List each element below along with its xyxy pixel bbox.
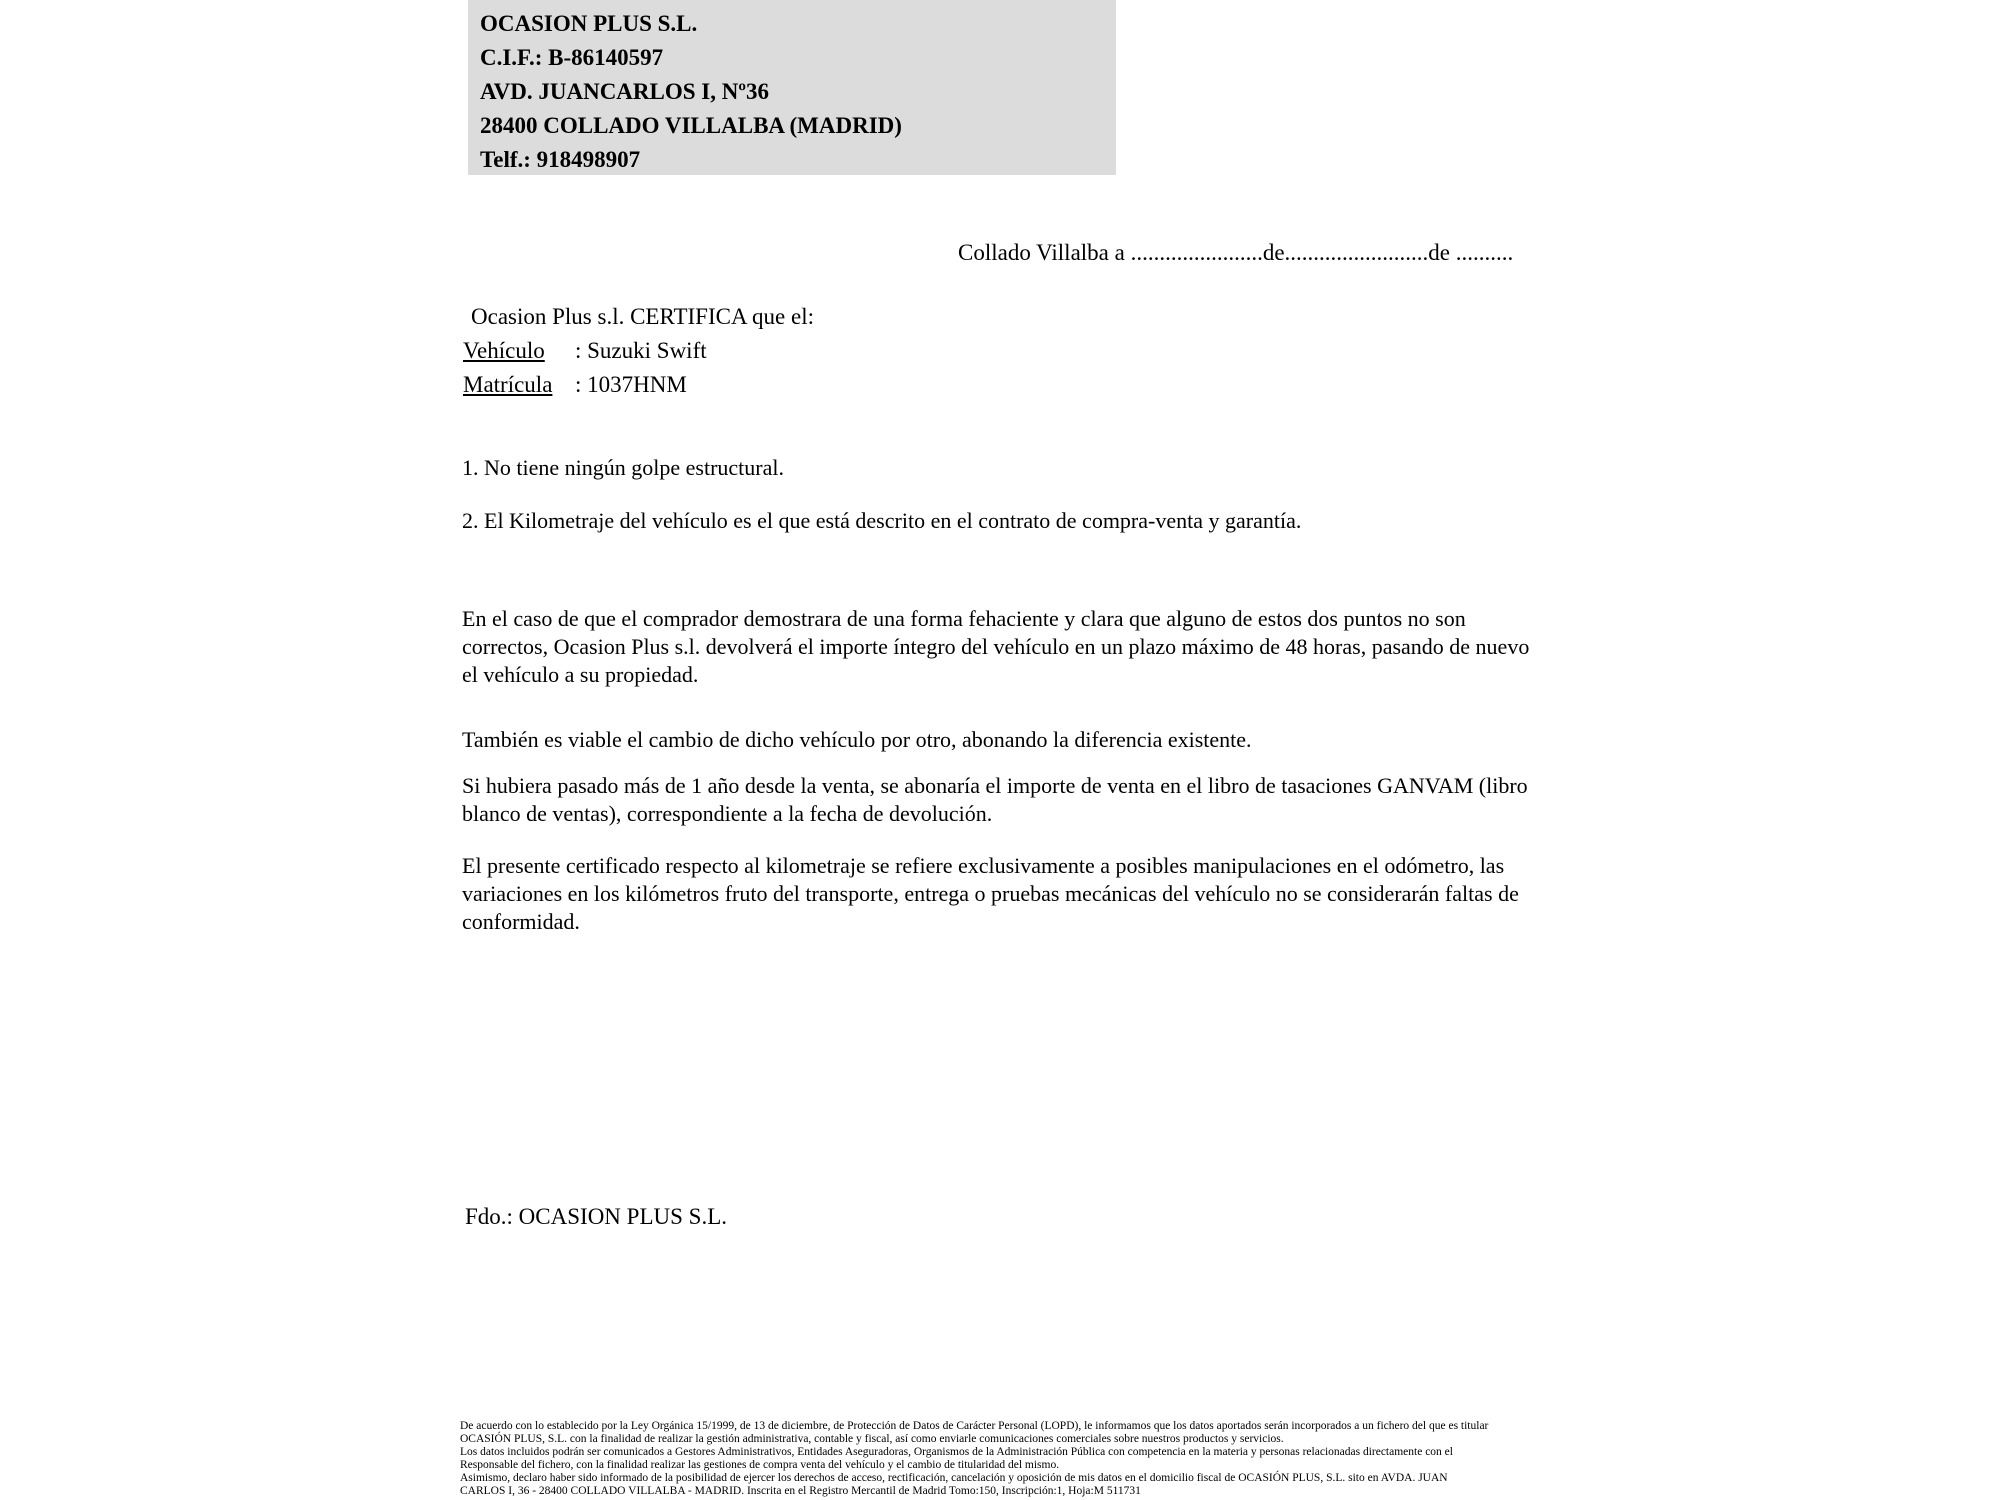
paragraph-exchange-option: También es viable el cambio de dicho vehículo por otro, abonando la diferencia existente. xyxy=(462,727,1252,752)
vehicle-label-cell xyxy=(463,334,575,368)
legal-footer-line: De acuerdo con lo establecido por la Ley Orgánica 15/1999, de 13 de diciembre, de Protección de Datos de Carácter Personal (LOPD), le informamos que los datos aportados serán incorporados a un fichero del que es titular xyxy=(460,1420,1489,1432)
paragraph-odometer-disclaimer: El presente certificado respecto al kilometraje se refiere exclusivamente a posibles manipulaciones en el odómetro, las variaciones en los kilómetros fruto del transporte, entrega o pruebas mecánicas del vehículo no se considerarán faltas de conformidad. xyxy=(462,853,1519,934)
certification-block xyxy=(463,300,814,402)
company-address: AVD. JUANCARLOS I, Nº36 xyxy=(480,79,769,104)
legal-footer xyxy=(460,1420,1550,1498)
company-header-box xyxy=(468,0,1116,175)
certified-point-2: 2. El Kilometraje del vehículo es el que está descrito en el contrato de compra-venta y garantía. xyxy=(462,508,1302,533)
legal-footer-line: Asimismo, declaro haber sido informado de la posibilidad de ejercer los derechos de acceso, rectificación, cancelación y oposición de mis datos en el domicilio fiscal de OCASIÓN PLUS, S.L. sito en AVDA. JUAN xyxy=(460,1472,1448,1484)
vehicle-label: Vehículo xyxy=(463,338,545,363)
vehicle-value: : Suzuki Swift xyxy=(575,338,707,363)
company-name: OCASION PLUS S.L. xyxy=(480,11,698,36)
company-phone: Telf.: 918498907 xyxy=(480,147,641,172)
date-line: Collado Villalba a .......................de.........................de .......... xyxy=(958,240,1514,265)
plate-value: : 1037HNM xyxy=(575,372,687,397)
legal-footer-line: Los datos incluidos podrán ser comunicados a Gestores Administrativos, Entidades Aseguradoras, Organismos de la Administración Pública con competencia en la materia y personas relacionadas directamente con el xyxy=(460,1446,1453,1458)
signature-line: Fdo.: OCASION PLUS S.L. xyxy=(465,1204,727,1229)
vehicle-row xyxy=(463,334,814,368)
company-cif: C.I.F.: B-86140597 xyxy=(480,45,664,70)
legal-footer-line: Responsable del fichero, con la finalidad realizar las gestiones de compra venta del vehículo y el cambio de titularidad del mismo. xyxy=(460,1459,1060,1471)
company-city: 28400 COLLADO VILLALBA (MADRID) xyxy=(480,113,902,138)
legal-footer-line: CARLOS I, 36 - 28400 COLLADO VILLALBA - MADRID. Inscrita en el Registro Mercantil de Madrid Tomo:150, Inscripción:1, Hoja:M 511731 xyxy=(460,1485,1141,1497)
paragraph-ganvam-valuation: Si hubiera pasado más de 1 año desde la venta, se abonaría el importe de venta en el libro de tasaciones GANVAM (libro blanco de ventas), correspondiente a la fecha de devolución. xyxy=(462,773,1528,826)
legal-footer-line: OCASIÓN PLUS, S.L. con la finalidad de realizar la gestión administrativa, contable y fiscal, así como enviarle comunicaciones comerciales sobre nuestros productos y servicios. xyxy=(460,1433,1284,1445)
plate-label-cell xyxy=(463,368,575,402)
paragraph-refund-terms: En el caso de que el comprador demostrara de una forma fehaciente y clara que alguno de estos dos puntos no son correctos, Ocasion Plus s.l. devolverá el importe íntegro del vehículo en un plazo máximo de 48 horas, pasando de nuevo el vehículo a su propiedad. xyxy=(462,606,1530,687)
plate-label: Matrícula xyxy=(463,372,553,397)
certified-point-1: 1. No tiene ningún golpe estructural. xyxy=(462,455,784,480)
certification-intro: Ocasion Plus s.l. CERTIFICA que el: xyxy=(471,304,814,329)
plate-row xyxy=(463,368,814,402)
